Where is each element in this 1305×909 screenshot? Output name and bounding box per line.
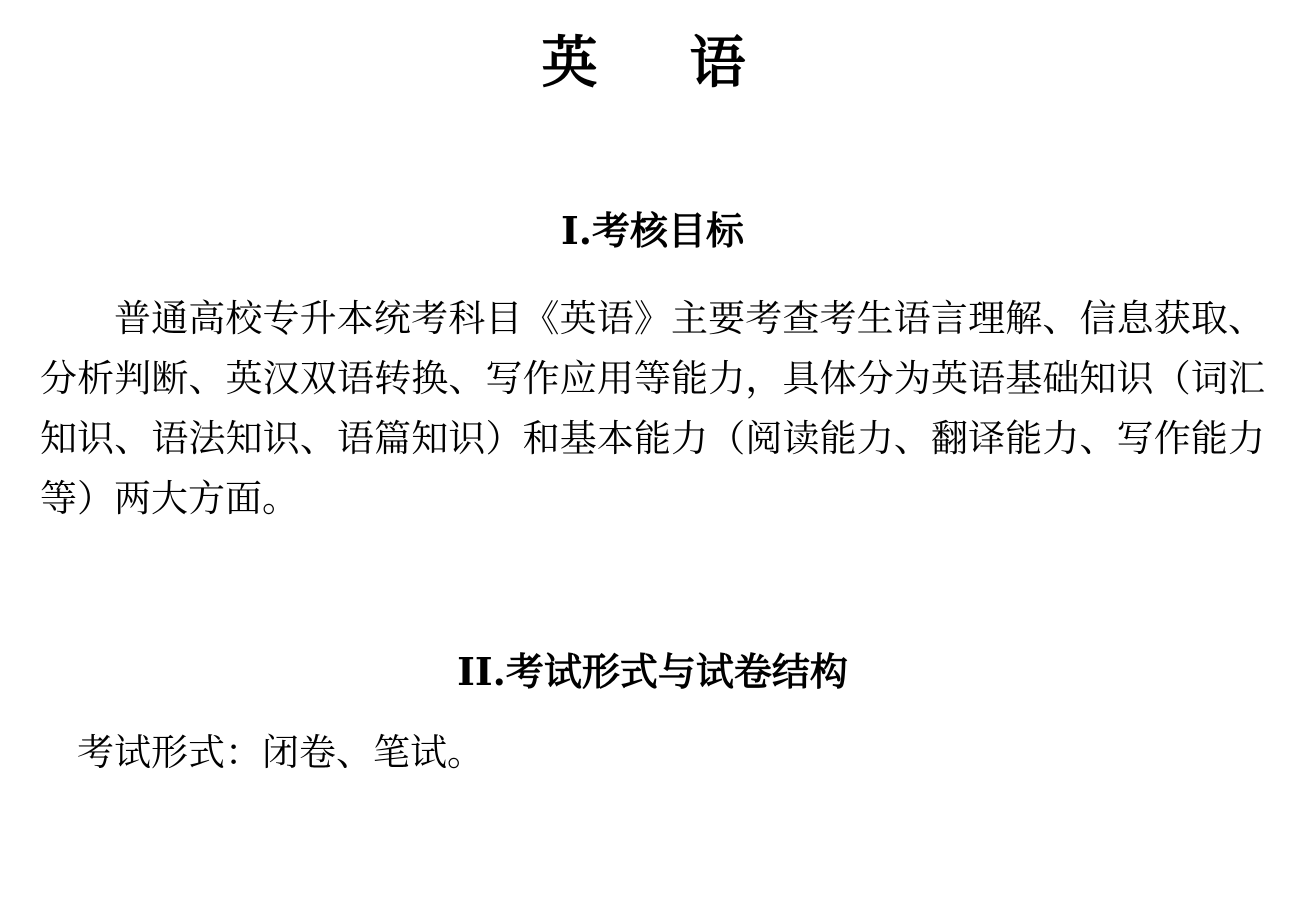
section-heading-label: 考核目标 (592, 209, 745, 254)
section-numeral: I. (560, 208, 592, 254)
section-paragraph-assessment-objectives: 普通高校专升本统考科目《英语》主要考查考生语言理解、信息获取、分析判断、英汉双语转换、写作应用等能力，具体分为英语基础知识（词汇知识、语法知识、语篇知识）和基本能力（阅读能力、翻译能力、写作能力等）两大方面。 (40, 296, 1265, 520)
section-heading-label: 考试形式与试卷结构 (505, 649, 848, 694)
section-heading-exam-format (34, 649, 1271, 696)
page-title: 英 语 (541, 31, 764, 96)
section-paragraph-exam-format: 考试形式：闭卷、笔试。 (77, 731, 484, 775)
section-numeral: II. (457, 648, 506, 694)
section-heading-assessment-objectives (34, 208, 1271, 255)
